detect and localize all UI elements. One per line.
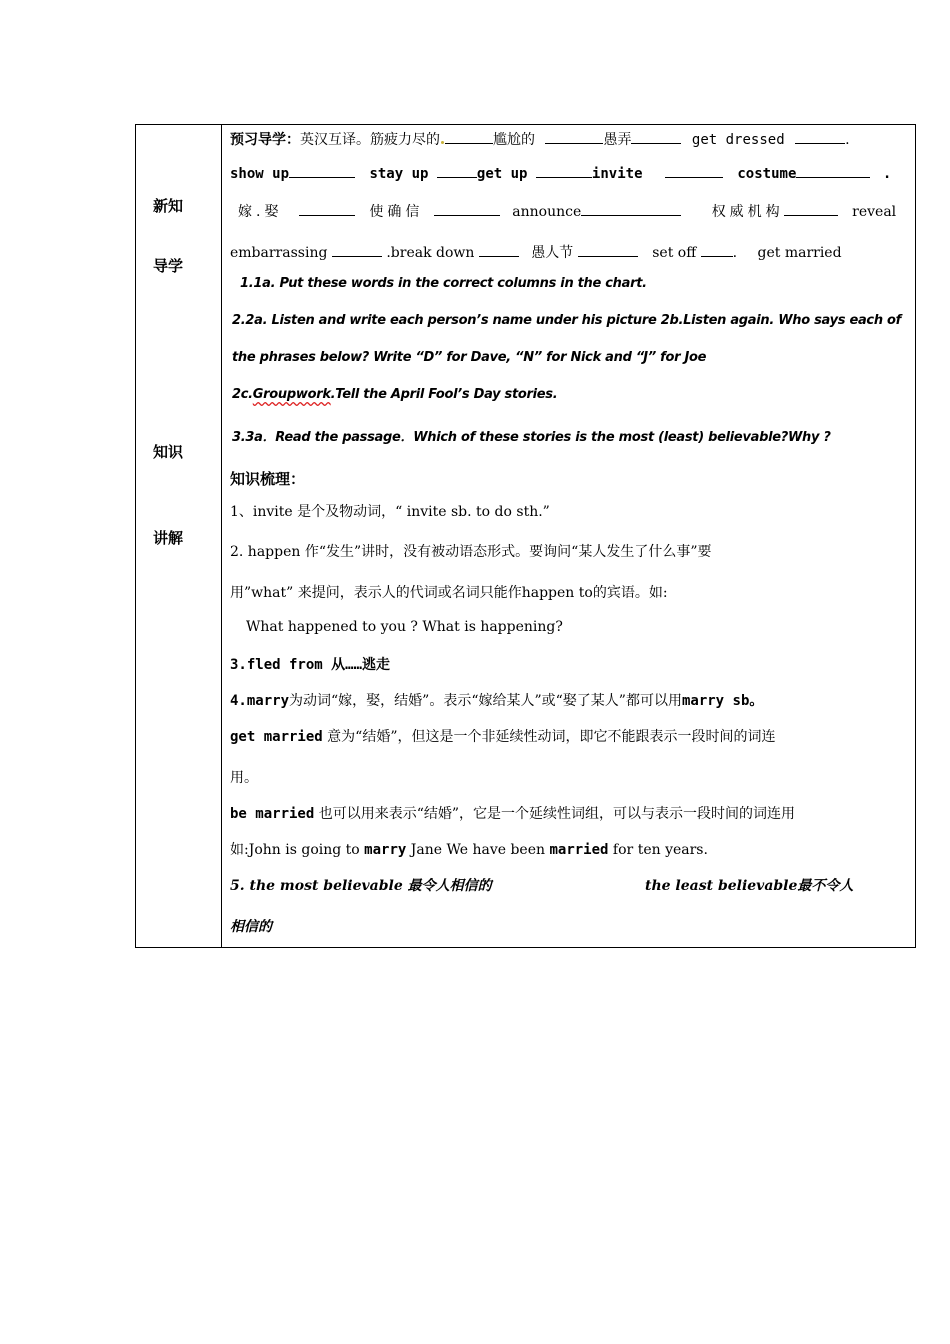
blank [701, 244, 733, 257]
point-2-cont: 用”what” 来提问，表示人的代词或名词只能作happen to的宾语。如: [230, 585, 668, 601]
content-column [222, 125, 915, 947]
blank [796, 165, 870, 178]
point-4-be-married: be married 也可以用来表示“结婚”，它是一个延续性词组，可以与表示一段时间的词连用 [230, 806, 796, 822]
left-label-column [136, 125, 222, 947]
label-xinzhi: 新知 [153, 197, 184, 215]
preview-heading: 预习导学： [230, 132, 300, 148]
blank [289, 165, 355, 178]
preview-row-1: 预习导学：英汉互译。筋疲力尽的 尴尬的 愚弄 get dressed . [230, 132, 850, 148]
task-2c: 2c.Groupwork.Tell the April Fool’s Day stories. [232, 387, 558, 402]
blank [445, 131, 493, 144]
task-1a: 1.1a. Put these words in the correct columns in the chart. [240, 276, 647, 291]
label-jiangjie: 讲解 [153, 529, 184, 547]
point-2: 2. happen 作“发生”讲时，没有被动语态形式。要询问“某人发生了什么事”要 [230, 544, 712, 560]
task-3a: 3.3a．Read the passage．Which of these stories is the most (least) believable?Why ? [232, 430, 831, 445]
point-1: 1、invite 是个及物动词，“ invite sb. to do sth.” [230, 504, 550, 520]
point-2-example: What happened to you ? What is happening? [246, 619, 563, 635]
task-2b-cont: the phrases below? Write “D” for Dave, “N” for Nick and “J” for Joe [232, 350, 707, 365]
preview-row-3: 嫁.娶 使确信 announce 权威机构 reveal [238, 204, 897, 220]
preview-row-4: embarrassing .break down 愚人节 set off . get married [230, 245, 842, 261]
blank [784, 203, 838, 216]
blank [581, 203, 681, 216]
point-4-example: 如:John is going to marry Jane We have been married for ten years. [230, 842, 708, 858]
blank [795, 131, 845, 144]
point-4: 4.marry为动词“嫁，娶，结婚”。表示“嫁给某人”或“娶了某人”都可以用marry sb。 [230, 693, 764, 709]
lesson-table [135, 124, 916, 948]
label-daoxue: 导学 [153, 257, 184, 275]
point-5-cont: 相信的 [230, 919, 272, 935]
blank [332, 244, 382, 257]
blank [434, 203, 500, 216]
blank [631, 131, 681, 144]
knowledge-heading: 知识梳理： [230, 470, 306, 488]
blank [437, 165, 477, 178]
point-5: 5. the most believable 最令人相信的 [230, 878, 492, 894]
blank [299, 203, 355, 216]
label-zhishi: 知识 [153, 443, 184, 461]
point-4-get-married: get married 意为“结婚”，但这是一个非延续性动词，即它不能跟表示一段时间的词连 [230, 729, 776, 745]
point-4-cont: 用。 [230, 770, 258, 786]
point-5-right: the least believable最不令人 [645, 878, 854, 894]
task-2a-2b: 2.2a. Listen and write each person’s name under his picture 2b.Listen again. Who says each of [232, 313, 902, 328]
blank [479, 244, 519, 257]
point-3: 3.fled from 从……逃走 [230, 657, 391, 673]
blank [536, 165, 592, 178]
blank [545, 131, 603, 144]
preview-row-2: show up stay up get up invite costume . [230, 166, 892, 182]
blank [578, 244, 638, 257]
blank [665, 165, 723, 178]
